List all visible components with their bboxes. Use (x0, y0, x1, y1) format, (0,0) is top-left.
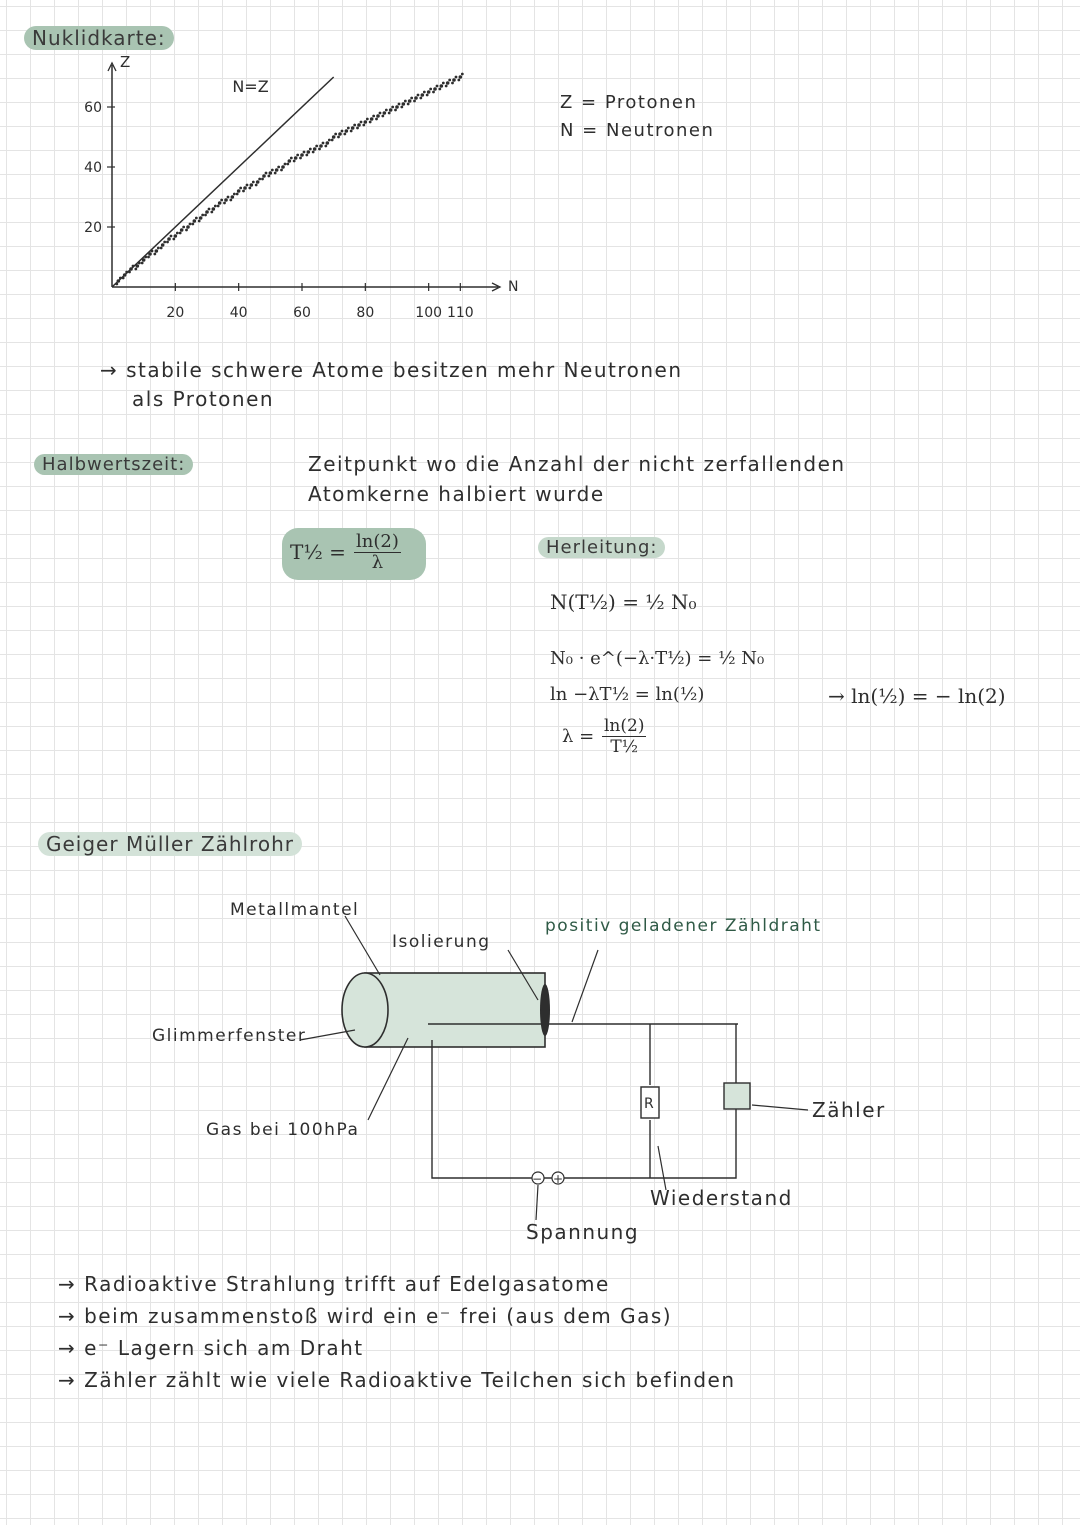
isolation-plug (540, 984, 550, 1036)
halbwert-formula-box (282, 528, 426, 580)
n-equals-z-line (112, 77, 334, 287)
y-tick-label: 40 (84, 160, 102, 176)
nuclide-point (148, 252, 152, 256)
nuclide-point (313, 147, 317, 151)
nuclide-point (438, 88, 441, 91)
nuclide-point (440, 84, 444, 88)
leader-widerstand (658, 1146, 666, 1190)
label-metallmantel: Metallmantel (230, 900, 360, 920)
nuclide-point (288, 159, 292, 163)
legend-z: Z = Protonen (560, 92, 698, 113)
nuclide-point (324, 145, 327, 148)
nuclide-point (151, 250, 154, 253)
nuclide-point (410, 97, 413, 100)
nuclide-point (402, 102, 406, 106)
nuclide-point (170, 235, 173, 238)
nuclide-point (362, 124, 365, 127)
nuclide-point (142, 258, 146, 262)
label-widerstand: Wiederstand (650, 1186, 793, 1210)
nuclide-point (290, 157, 293, 160)
nuclide-point (345, 129, 349, 133)
nuclide-point (153, 253, 156, 256)
nuklid-chart (60, 55, 530, 330)
counter-box (724, 1083, 750, 1109)
nuclide-point (286, 163, 289, 166)
bullet-3: → e⁻ Lagern sich am Draht (58, 1336, 364, 1360)
nuclide-point (123, 273, 127, 277)
nuclide-point (293, 160, 296, 163)
nuclide-point (262, 174, 266, 178)
halbwert-def-line2: Atomkerne halbiert wurde (308, 482, 605, 506)
nuclide-point (432, 91, 435, 94)
nuclide-point (160, 247, 163, 250)
formula-den: λ (371, 552, 384, 573)
nuclide-point (223, 202, 226, 205)
nuclide-point (351, 126, 355, 130)
nuclide-point (300, 153, 304, 157)
nuclide-point (445, 85, 448, 88)
nuclide-point (334, 133, 337, 136)
nuclide-point (231, 195, 235, 199)
plus-sign: + (553, 1172, 564, 1186)
nuclide-point (364, 120, 368, 124)
nuclide-point (267, 175, 270, 178)
nuclide-point (338, 132, 342, 136)
nuclide-point (452, 78, 456, 82)
nuclide-point (404, 100, 407, 103)
nuclide-point (204, 214, 207, 217)
nuclide-point (256, 180, 260, 184)
nuclide-point (212, 207, 216, 211)
nuclide-point (115, 283, 118, 286)
nuclide-point (122, 277, 125, 280)
nuclide-point (407, 103, 410, 106)
nuclide-point (357, 123, 361, 127)
nuclide-point (205, 210, 209, 214)
nuclide-point (144, 256, 147, 259)
nuclide-point (258, 178, 261, 181)
nuclide-point (229, 199, 232, 202)
nuclide-point (180, 228, 184, 232)
y-tick-label: 20 (84, 220, 102, 236)
herleitung-heading: Herleitung: (538, 537, 665, 558)
y-axis-label: Z (120, 55, 131, 71)
formula-fraction (354, 532, 401, 573)
nuclide-point (383, 111, 387, 115)
minus-sign: − (532, 1172, 543, 1186)
nuclide-point (125, 271, 128, 274)
nuclide-point (376, 114, 380, 118)
nuclide-point (394, 109, 397, 112)
nuclide-point (189, 223, 192, 226)
label-zaehler: Zähler (812, 1098, 886, 1122)
nuclide-point (305, 154, 308, 157)
nuclide-point (237, 189, 241, 193)
nuclide-point (455, 76, 458, 79)
nuclide-point (341, 130, 344, 133)
nuclide-point (248, 187, 251, 190)
nuclide-point (161, 243, 165, 247)
leader-zaehler (752, 1105, 808, 1110)
nuclide-point (117, 279, 121, 283)
nuclide-point (157, 247, 160, 250)
leader-zaehldraht (572, 950, 598, 1022)
nuclide-point (461, 73, 464, 76)
nuclide-point (119, 277, 122, 280)
nuclide-point (379, 112, 382, 115)
nuclide-point (236, 193, 239, 196)
geiger-diagram (140, 890, 920, 1260)
nuclide-point (227, 196, 230, 199)
nuclide-point (255, 184, 258, 187)
leader-glimmerfenster (300, 1030, 355, 1040)
formula-lhs: T½ = (290, 540, 346, 564)
line-label: N=Z (232, 77, 269, 96)
label-spannung: Spannung (526, 1220, 640, 1244)
nuclide-point (138, 262, 141, 265)
nuclide-point (265, 172, 268, 175)
nuclide-point (307, 150, 311, 154)
nuclide-point (186, 225, 190, 229)
nuclide-point (309, 148, 312, 151)
y-tick-label: 60 (84, 100, 102, 116)
nuclide-point (328, 139, 331, 142)
nuclide-point (451, 82, 454, 85)
nuclide-point (423, 91, 426, 94)
nuclide-point (332, 135, 336, 139)
nuclide-point (446, 81, 450, 85)
nuclide-point (318, 148, 321, 151)
nuclide-point (214, 205, 217, 208)
nuclide-point (198, 220, 201, 223)
nuclide-point (208, 208, 211, 211)
nuclide-point (274, 172, 277, 175)
x-tick-label: 40 (229, 305, 248, 321)
label-zaehldraht: positiv geladener Zähldraht (545, 916, 822, 936)
leader-metallmantel (345, 916, 380, 975)
nuclide-point (277, 166, 280, 169)
nuclide-point (243, 186, 247, 190)
derivation-step2: N₀ · e^(−λ·T½) = ½ N₀ (550, 648, 765, 669)
nuclide-point (218, 201, 222, 205)
nuclide-point (224, 198, 228, 202)
derivation-step4-fraction (602, 716, 646, 757)
nuclide-point (136, 264, 140, 268)
nuclide-point (315, 145, 318, 148)
nuclide-point (343, 133, 346, 136)
nuclide-point (356, 127, 359, 130)
nuclide-point (155, 249, 159, 253)
nuclide-point (233, 193, 236, 196)
nuclide-point (375, 118, 378, 121)
nuclide-point (217, 205, 220, 208)
x-axis-label: N (508, 279, 519, 295)
nuclide-point (372, 115, 375, 118)
nuclide-point (413, 100, 416, 103)
nuclide-point (129, 267, 133, 271)
nuclide-point (400, 106, 403, 109)
nuclide-point (398, 103, 401, 106)
halbwert-def-line1: Zeitpunkt wo die Anzahl der nicht zerfallenden (308, 452, 846, 476)
nuclide-point (269, 171, 273, 175)
nuclide-point (389, 108, 393, 112)
x-tick-label: 110 (446, 305, 474, 321)
step4-num: ln(2) (604, 716, 645, 736)
nuclide-point (174, 234, 178, 238)
derivation-step3: ln −λT½ = ln(½) (550, 684, 705, 705)
nuclide-point (433, 87, 437, 91)
derivation-step4-lhs: λ = (562, 726, 595, 747)
nuclide-point (319, 144, 323, 148)
leader-spannung (536, 1185, 538, 1220)
nuclide-point (182, 226, 185, 229)
nuclide-point (408, 99, 412, 103)
nuclide-point (347, 127, 350, 130)
nuclide-point (421, 93, 425, 97)
tube-body (365, 973, 545, 1047)
nuclide-point (201, 214, 204, 217)
resistor-symbol: R (644, 1096, 654, 1112)
derivation-side-note: → ln(½) = − ln(2) (828, 684, 1006, 708)
nuclide-point (427, 90, 431, 94)
nuclide-point (166, 241, 169, 244)
x-tick-label: 60 (293, 305, 311, 321)
label-gas: Gas bei 100hPa (206, 1120, 360, 1140)
nuclide-point (322, 142, 325, 145)
nuclide-point (176, 232, 179, 235)
nuclide-point (147, 256, 150, 259)
label-isolierung: Isolierung (392, 932, 491, 952)
nuclide-point (250, 183, 254, 187)
nuclide-point (429, 88, 432, 91)
step4-den: T½ (610, 737, 639, 757)
nuclide-point (326, 141, 330, 145)
nuclide-point (128, 271, 131, 274)
nuclide-point (369, 121, 372, 124)
nuklidkarte-heading: Nuklidkarte: (24, 26, 174, 50)
nuclide-point (167, 237, 171, 241)
nuclide-point (252, 181, 255, 184)
nuclide-point (360, 121, 363, 124)
nuclide-point (275, 168, 279, 172)
x-tick-label: 20 (166, 305, 185, 321)
nuclide-point (391, 106, 394, 109)
nuclide-point (195, 217, 198, 220)
nuclide-point (280, 169, 283, 172)
nuclide-point (459, 75, 463, 79)
bullet-4: → Zähler zählt wie viele Radioaktive Teilchen sich befinden (58, 1368, 736, 1392)
nuclide-point (261, 178, 264, 181)
legend-n: N = Neutronen (560, 120, 715, 141)
nuclide-point (220, 199, 223, 202)
nuclide-point (134, 268, 137, 271)
derivation-step1: N(T½) = ½ N₀ (550, 590, 697, 614)
geiger-heading: Geiger Müller Zählrohr (38, 832, 302, 856)
halbwertszeit-heading: Halbwertszeit: (34, 454, 193, 475)
nuclide-point (442, 82, 445, 85)
conclusion-line1: → stabile schwere Atome besitzen mehr Neutronen (100, 358, 683, 382)
nuclide-point (448, 79, 451, 82)
nuclide-point (419, 97, 422, 100)
nuclide-point (296, 154, 299, 157)
nuclide-point (303, 151, 306, 154)
nuclide-point (191, 223, 194, 226)
nuclide-point (210, 211, 213, 214)
nuclide-point (337, 136, 340, 139)
nuclide-point (199, 216, 203, 220)
nuclide-point (436, 85, 439, 88)
nuclide-point (172, 238, 175, 241)
nuclide-point (179, 232, 182, 235)
nuclide-point (366, 118, 369, 121)
nuclide-point (370, 117, 374, 121)
bullet-1: → Radioaktive Strahlung trifft auf Edelgasatome (58, 1272, 610, 1296)
x-tick-label: 100 (415, 305, 443, 321)
nuclide-point (141, 262, 144, 265)
nuclide-point (417, 94, 420, 97)
nuclide-point (395, 105, 399, 109)
nuclide-point (350, 130, 353, 133)
conclusion-line2: als Protonen (132, 387, 275, 411)
leader-gas (368, 1038, 408, 1120)
nuclide-point (239, 187, 242, 190)
nuclide-point (132, 265, 135, 268)
nuclide-point (426, 94, 429, 97)
nuclide-point (271, 169, 274, 172)
nuclide-point (299, 157, 302, 160)
nuclide-point (381, 115, 384, 118)
nuclide-point (242, 190, 245, 193)
nuclide-point (281, 165, 285, 169)
nuclide-point (312, 151, 315, 154)
bullet-2: → beim zusammenstoß wird ein e⁻ frei (aus dem Gas) (58, 1304, 673, 1328)
nuclide-point (353, 124, 356, 127)
nuclide-point (414, 96, 418, 100)
nuclide-point (294, 156, 298, 160)
x-tick-label: 80 (356, 305, 375, 321)
nuclide-point (385, 109, 388, 112)
nuclide-point (193, 219, 197, 223)
glimmer-window (342, 973, 388, 1047)
label-glimmerfenster: Glimmerfenster (152, 1026, 307, 1046)
nuclide-point (284, 163, 287, 166)
nuclide-point (388, 112, 391, 115)
nuclide-point (163, 241, 166, 244)
formula-num: ln(2) (356, 531, 399, 552)
nuclide-point (185, 229, 188, 232)
nuclide-point (331, 139, 334, 142)
nuclide-point (457, 79, 460, 82)
nuclide-point (246, 184, 249, 187)
